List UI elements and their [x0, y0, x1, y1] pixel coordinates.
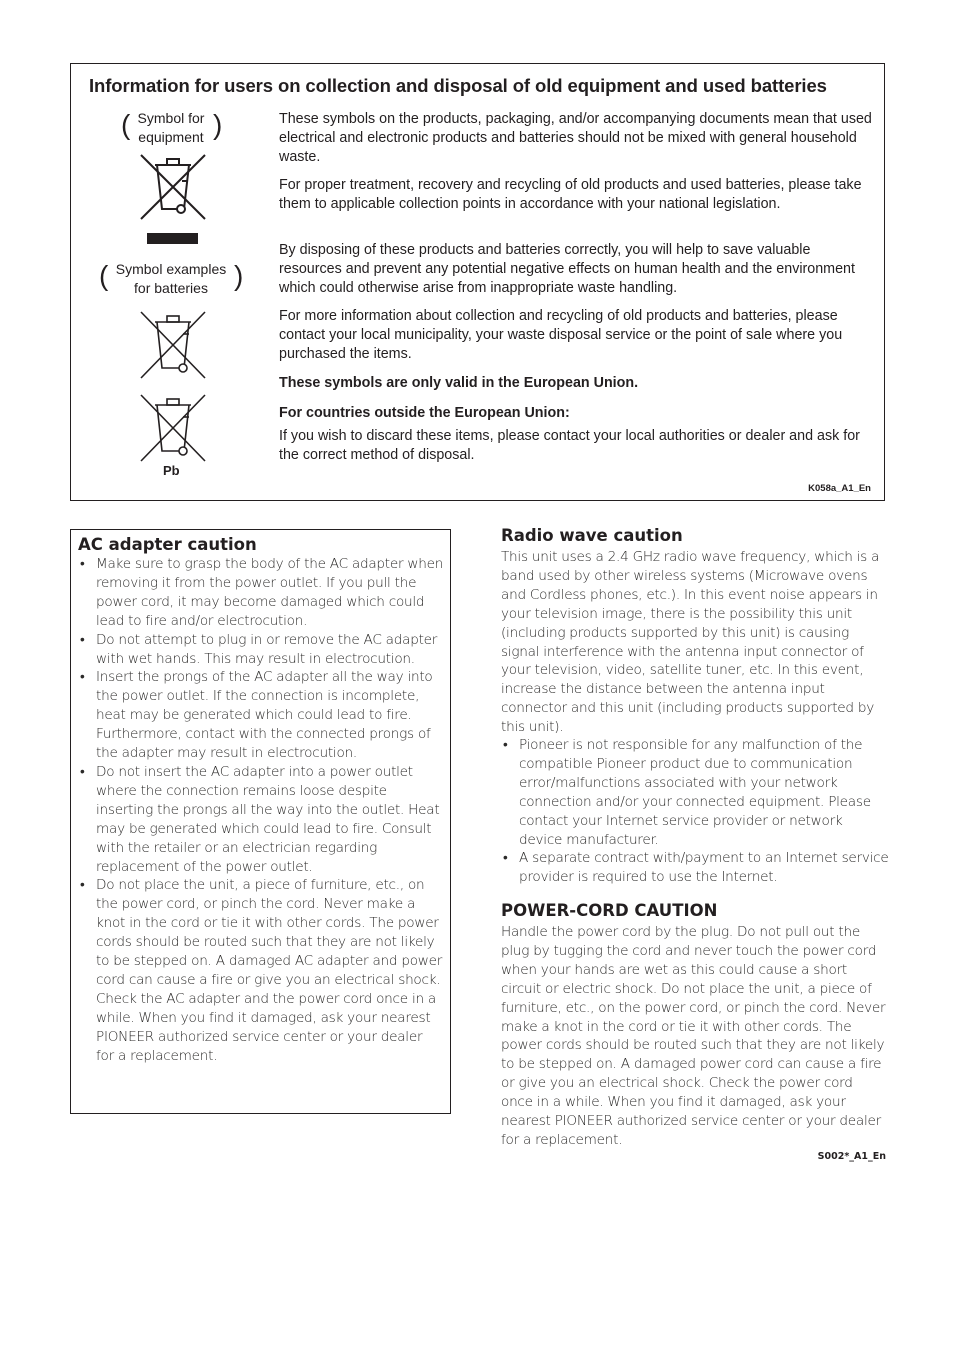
weee-paragraph: For more information about collection and recycling of old products and batteries, please contact your local municipality, your waste disposal service or the point of sale where you purchased the items. — [279, 308, 843, 362]
eu-only-note: These symbols are only valid in the European Union. — [279, 375, 639, 391]
black-bar-marker — [147, 233, 198, 244]
list-item: • Insert the prongs of the AC adapter all the way into the power outlet. If the connection is incomplete, heat may be generated which could lead to fire. Furthermore, contact with the connected prongs of the adapter may result in electrocution. — [78, 668, 444, 763]
right-paren: ) — [234, 260, 244, 291]
radio-wave-list — [501, 736, 889, 887]
list-item: • A separate contract with/payment to an Internet service provider is required to use the Internet. — [501, 849, 889, 887]
weee-paragraph: These symbols on the products, packaging, and/or accompanying documents mean that used electrical and electronic products and batteries should not be mixed with general household waste. — [279, 111, 872, 165]
list-item: • Do not place the unit, a piece of furniture, etc., on the power cord, or pinch the cord. Never make a knot in the cord or tie it with other cords. The power cords should be routed such that they are not likely to be stepped on. A damaged AC adapter and power cord can cause a fire or give you an electrical shock. Check the AC adapter and the power cord once in a while. When you find it damaged, ask your nearest PIONEER authorized service center or your dealer for a replacement. — [78, 876, 444, 1065]
weee-info-box — [70, 63, 885, 501]
list-item: • Pioneer is not responsible for any malfunction of the compatible Pioneer product due to communication error/malfunctions associated with your network connection and/or your connected equipment. Please contact your Internet service provider or network device manufacturer. — [501, 736, 889, 849]
weee-doc-code: K058a_A1_En — [808, 483, 871, 494]
power-cord-title: POWER-CORD CAUTION — [501, 901, 718, 920]
symbol-batteries-label — [107, 260, 235, 298]
ac-adapter-list — [78, 555, 444, 1065]
symbol-equipment-line1: Symbol for — [137, 110, 205, 126]
list-item: • Make sure to grasp the body of the AC adapter when removing it from the power outlet. If you pull the power cord, it may become damaged which could lead to fire and/or electrocution. — [78, 555, 444, 631]
crossed-out-battery-bin-pb-icon — [139, 393, 207, 463]
list-item: • Do not attempt to plug in or remove the AC adapter with wet hands. This may result in electrocution. — [78, 631, 444, 669]
radio-wave-body: This unit uses a 2.4 GHz radio wave frequency, which is a band used by other wireless systems (Microwave ovens and Cordless phones, etc.). In this event noise appears in your television image, there is the possibility this unit (including products supported by this unit) is causing signal interference with the antenna input connector of your television, video, satellite tuner, etc. In this event, increase the distance between the antenna input connector and this unit (including products supported by this unit). — [501, 549, 880, 736]
ac-adapter-title: AC adapter caution — [78, 535, 257, 554]
pb-label: Pb — [163, 463, 180, 478]
symbol-batteries-line2: for batteries — [134, 280, 208, 296]
symbol-equipment-label — [129, 109, 213, 147]
radio-wave-title: Radio wave caution — [501, 526, 683, 545]
power-cord-body: Handle the power cord by the plug. Do not pull out the plug by tugging the cord and never touch the power cord when your hands are wet as this could cause a short circuit or electric shock. Do not place the unit, a piece of furniture, etc., on the power cord, or pinch the cord. Never make a knot in the cord or tie it with other cords. The power cords should be routed such that they are not likely to be stepped on. A damaged power cord can cause a fire or give you an electrical shock. Check the power cord once in a while. When you find it damaged, ask your nearest PIONEER authorized service center or your dealer for a replacement. — [501, 924, 886, 1148]
list-item: • Do not insert the AC adapter into a power outlet where the connection remains loose despite inserting the prongs all the way into the outlet. Heat may be generated which could lead to fire. Consult with the retailer or an electrician regarding replacement of the power outlet. — [78, 763, 444, 876]
outside-eu-text: If you wish to discard these items, please contact your local authorities or dealer and ask for the correct method of disposal. — [279, 428, 860, 463]
symbol-equipment-line2: equipment — [138, 129, 204, 145]
power-cord-doc-code: S002*_A1_En — [817, 1151, 886, 1162]
weee-paragraph: By disposing of these products and batteries correctly, you will help to save valuable resources and prevent any potential negative effects on human health and the environment which could otherwise arise from inappropriate waste handling. — [279, 242, 855, 296]
left-paren: ( — [121, 109, 131, 140]
symbol-batteries-line1: Symbol examples — [115, 261, 227, 277]
crossed-out-battery-bin-icon — [139, 310, 207, 380]
weee-paragraph: For proper treatment, recovery and recycling of old products and used batteries, please take them to applicable collection points in accordance with your national legislation. — [279, 177, 862, 212]
left-paren: ( — [99, 260, 109, 291]
ac-adapter-caution-box — [70, 529, 451, 1114]
crossed-out-wheelie-bin-icon — [139, 153, 207, 221]
weee-title: Information for users on collection and disposal of old equipment and used batteries — [89, 75, 827, 96]
right-paren: ) — [213, 109, 223, 140]
outside-eu-heading: For countries outside the European Union: — [279, 405, 570, 421]
